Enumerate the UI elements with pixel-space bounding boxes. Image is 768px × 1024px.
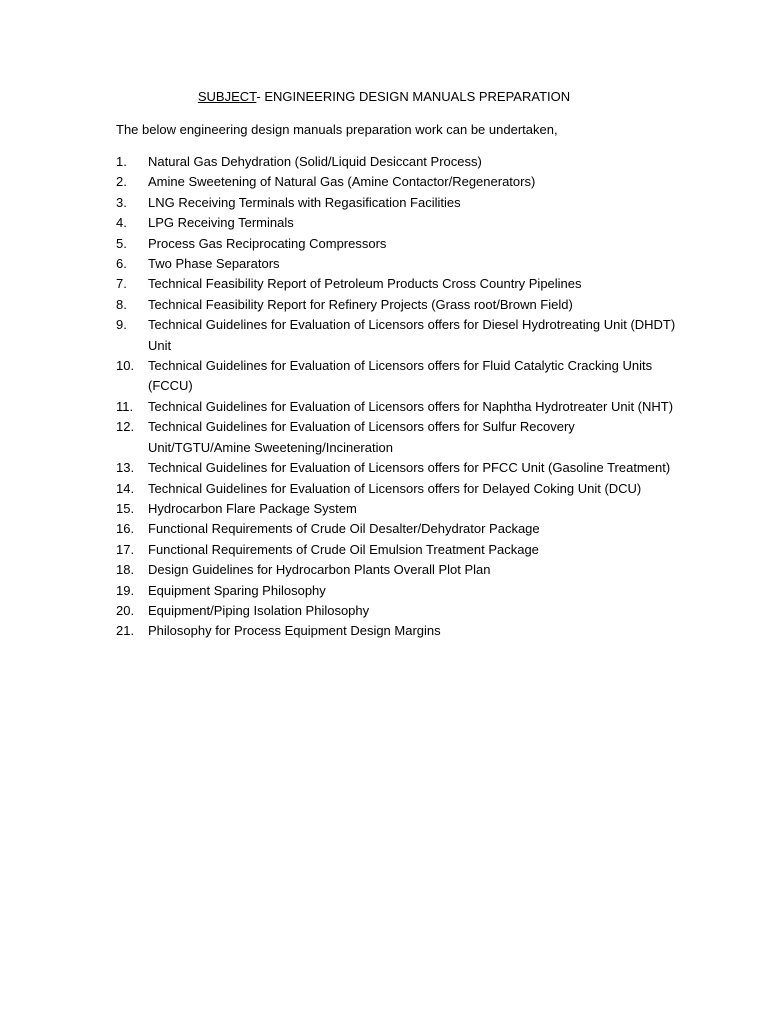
list-item-text: Design Guidelines for Hydrocarbon Plants Overall Plot Plan	[148, 562, 491, 578]
list-item-text: Natural Gas Dehydration (Solid/Liquid Desiccant Process)	[148, 154, 482, 169]
list-item	[116, 621, 676, 641]
list-item-text: Two Phase Separators	[148, 256, 280, 272]
list-item	[116, 213, 676, 233]
list-item	[116, 274, 676, 294]
list-item-text: Technical Guidelines for Evaluation of Licensors offers for PFCC Unit (Gasoline Treatment)	[148, 460, 671, 476]
subject-heading	[0, 88, 768, 106]
subject-label: SUBJECT	[197, 89, 257, 104]
list-item-number: 3.	[116, 194, 127, 210]
list-item-number: 10.	[116, 358, 135, 374]
list-item	[116, 254, 676, 274]
list-item	[116, 315, 676, 356]
list-item-number: 13.	[116, 460, 135, 476]
list-item	[116, 356, 676, 397]
list-item-text: Technical Guidelines for Evaluation of Licensors offers for Diesel Hydrotreating Unit (DHDT) Unit	[148, 317, 676, 353]
list-item	[116, 479, 676, 499]
list-item-number: 5.	[116, 235, 127, 251]
list-item-text: Functional Requirements of Crude Oil Desalter/Dehydrator Package	[148, 521, 540, 537]
list-item-number: 4.	[116, 215, 127, 231]
list-item-number: 11.	[116, 398, 134, 414]
list-item-number: 1.	[116, 154, 127, 169]
list-item-text: LPG Receiving Terminals	[148, 215, 294, 231]
list-item	[116, 519, 676, 539]
list-item-number: 18.	[116, 562, 135, 578]
list-item	[116, 458, 676, 478]
list-item-number: 21.	[116, 623, 135, 639]
list-item-text: Amine Sweetening of Natural Gas (Amine Contactor/Regenerators)	[148, 174, 536, 190]
list-item	[116, 560, 676, 580]
list-item	[116, 540, 676, 560]
list-item-number: 17.	[116, 541, 135, 557]
list-item-text: Technical Feasibility Report of Petroleum Products Cross Country Pipelines	[148, 276, 582, 292]
list-item	[116, 601, 676, 621]
list-item-text: Hydrocarbon Flare Package System	[148, 500, 357, 516]
list-item	[116, 152, 676, 172]
list-item	[116, 417, 676, 458]
list-item-text: Technical Feasibility Report for Refinery Projects (Grass root/Brown Field)	[148, 296, 573, 312]
list-item-text: Equipment/Piping Isolation Philosophy	[148, 602, 370, 618]
intro-paragraph: The below engineering design manuals preparation work can be undertaken,	[116, 122, 558, 137]
list-item-number: 2.	[116, 174, 127, 190]
manuals-list	[116, 152, 676, 642]
list-item-number: 8.	[116, 296, 127, 312]
list-item	[116, 234, 676, 254]
list-item-number: 7.	[116, 276, 127, 292]
list-item	[116, 295, 676, 315]
list-item-number: 19.	[116, 582, 135, 598]
list-item	[116, 499, 676, 519]
list-item-text: Technical Guidelines for Evaluation of Licensors offers for Fluid Catalytic Cracking Units (FCCU)	[148, 358, 653, 394]
list-item-text: LNG Receiving Terminals with Regasification Facilities	[148, 194, 461, 210]
list-item-number: 20.	[116, 602, 135, 618]
list-item-number: 16.	[116, 521, 135, 537]
list-item-text: Technical Guidelines for Evaluation of Licensors offers for Naphtha Hydrotreater Unit (NHT)	[148, 398, 674, 414]
list-item	[116, 172, 676, 192]
list-item-number: 14.	[116, 480, 135, 496]
list-item	[116, 581, 676, 601]
list-item	[116, 397, 676, 417]
list-item-number: 9.	[116, 317, 127, 333]
list-item-text: Process Gas Reciprocating Compressors	[148, 235, 387, 251]
list-item	[116, 193, 676, 213]
list-item-number: 6.	[116, 256, 127, 272]
list-item-text: Philosophy for Process Equipment Design Margins	[148, 623, 441, 639]
list-item-text: Technical Guidelines for Evaluation of Licensors offers for Delayed Coking Unit (DCU)	[148, 480, 642, 496]
list-item-text: Functional Requirements of Crude Oil Emulsion Treatment Package	[148, 541, 539, 557]
list-item-text: Technical Guidelines for Evaluation of Licensors offers for Sulfur Recovery Unit/TGTU/Amine Sweetening/Incineration	[148, 419, 575, 455]
list-item-text: Equipment Sparing Philosophy	[148, 582, 326, 598]
list-item-number: 12.	[116, 419, 135, 435]
list-item-number: 15.	[116, 500, 135, 516]
subject-title: - ENGINEERING DESIGN MANUALS PREPARATION	[256, 89, 571, 104]
